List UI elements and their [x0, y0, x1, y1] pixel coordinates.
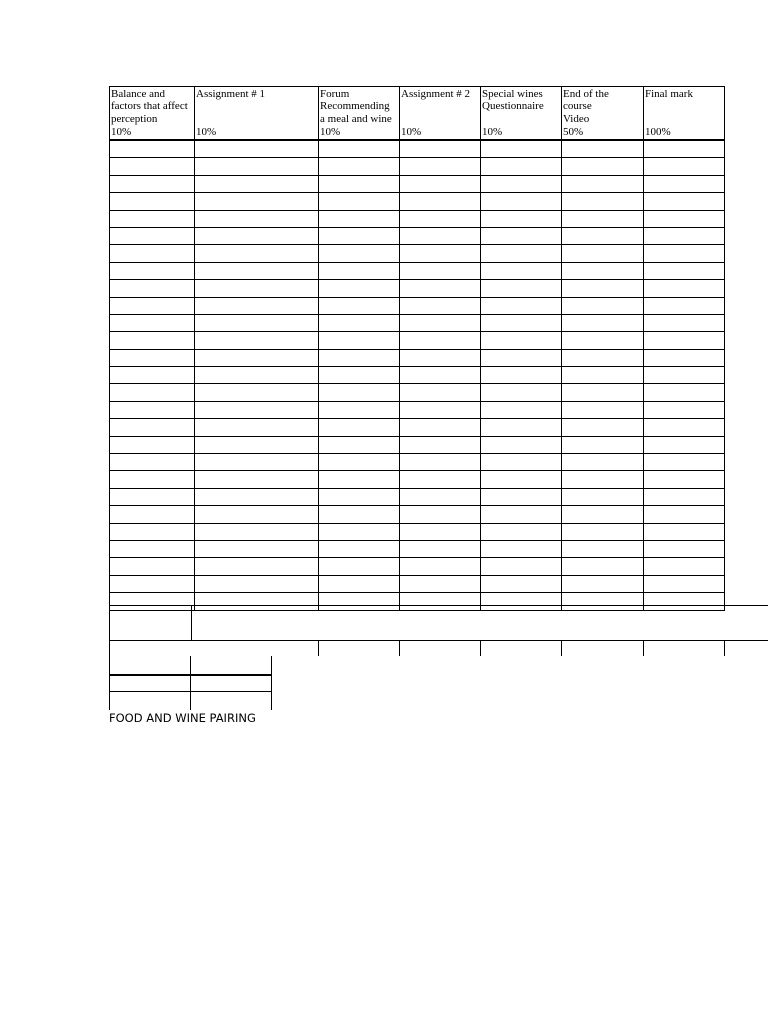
- grade-cell[interactable]: [195, 454, 319, 471]
- grade-cell[interactable]: [562, 349, 644, 366]
- grade-cell[interactable]: [644, 436, 725, 453]
- grade-cell[interactable]: [481, 558, 562, 575]
- footer-left-box: [109, 605, 192, 641]
- grade-cell[interactable]: [195, 227, 319, 244]
- grade-cell[interactable]: [110, 488, 195, 505]
- table-row: [110, 488, 725, 505]
- table-row: [110, 454, 725, 471]
- grade-cell[interactable]: [562, 227, 644, 244]
- grade-cell[interactable]: [319, 245, 400, 262]
- table-row: [110, 401, 725, 418]
- grade-cell[interactable]: [644, 227, 725, 244]
- grade-cell[interactable]: [644, 262, 725, 279]
- grade-cell[interactable]: [481, 384, 562, 401]
- grade-cell[interactable]: [110, 314, 195, 331]
- grade-cell[interactable]: [319, 540, 400, 557]
- grade-cell[interactable]: [110, 280, 195, 297]
- table-row: [110, 140, 725, 158]
- tick-mark: [399, 640, 400, 656]
- grade-cell[interactable]: [319, 314, 400, 331]
- table-row: [110, 523, 725, 540]
- grade-cell[interactable]: [319, 401, 400, 418]
- grade-cell[interactable]: [110, 401, 195, 418]
- grade-cell[interactable]: [400, 332, 481, 349]
- grade-cell[interactable]: [400, 262, 481, 279]
- grade-cell[interactable]: [319, 367, 400, 384]
- grade-cell[interactable]: [644, 158, 725, 175]
- grade-cell[interactable]: [110, 349, 195, 366]
- grade-cell[interactable]: [644, 488, 725, 505]
- grade-cell[interactable]: [319, 384, 400, 401]
- grade-cell[interactable]: [400, 488, 481, 505]
- grade-cell[interactable]: [481, 210, 562, 227]
- grade-cell[interactable]: [195, 280, 319, 297]
- grade-cell[interactable]: [644, 210, 725, 227]
- grade-cell[interactable]: [110, 158, 195, 175]
- grade-cell[interactable]: [481, 471, 562, 488]
- grade-cell[interactable]: [562, 558, 644, 575]
- grade-cell[interactable]: [481, 367, 562, 384]
- grade-cell[interactable]: [481, 454, 562, 471]
- grade-cell[interactable]: [400, 280, 481, 297]
- grade-cell[interactable]: [562, 314, 644, 331]
- grade-cell[interactable]: [644, 558, 725, 575]
- grade-table-body: [110, 140, 725, 610]
- grade-cell[interactable]: [195, 245, 319, 262]
- grade-cell[interactable]: [319, 471, 400, 488]
- table-row: [110, 471, 725, 488]
- grade-cell[interactable]: [319, 523, 400, 540]
- grade-cell[interactable]: [644, 506, 725, 523]
- grade-cell[interactable]: [481, 349, 562, 366]
- grade-cell[interactable]: [319, 575, 400, 592]
- grade-cell[interactable]: [110, 384, 195, 401]
- grade-cell[interactable]: [481, 436, 562, 453]
- grade-cell[interactable]: [481, 193, 562, 210]
- grade-cell[interactable]: [319, 436, 400, 453]
- grade-cell[interactable]: [644, 384, 725, 401]
- grade-cell[interactable]: [110, 332, 195, 349]
- grade-cell[interactable]: [562, 297, 644, 314]
- grade-cell[interactable]: [110, 419, 195, 436]
- grade-cell[interactable]: [400, 506, 481, 523]
- grade-cell[interactable]: [562, 523, 644, 540]
- grade-cell[interactable]: [400, 454, 481, 471]
- table-row: [110, 262, 725, 279]
- grade-cell[interactable]: [644, 175, 725, 192]
- tick-mark: [643, 640, 644, 656]
- grade-cell[interactable]: [400, 367, 481, 384]
- grade-cell[interactable]: [319, 262, 400, 279]
- grade-cell[interactable]: [195, 523, 319, 540]
- grade-cell[interactable]: [319, 210, 400, 227]
- table-row: [110, 227, 725, 244]
- grade-cell[interactable]: [110, 175, 195, 192]
- grade-cell[interactable]: [400, 297, 481, 314]
- grade-cell[interactable]: [644, 297, 725, 314]
- grade-cell[interactable]: [319, 140, 400, 158]
- grade-cell[interactable]: [644, 540, 725, 557]
- grade-cell[interactable]: [481, 227, 562, 244]
- grade-cell[interactable]: [481, 575, 562, 592]
- grade-cell[interactable]: [644, 419, 725, 436]
- grade-cell[interactable]: [481, 175, 562, 192]
- column-header-assignment-1: Assignment # 1 10%: [195, 87, 319, 141]
- grade-cell[interactable]: [481, 523, 562, 540]
- grade-cell[interactable]: [562, 245, 644, 262]
- grade-cell[interactable]: [400, 349, 481, 366]
- grade-cell[interactable]: [562, 193, 644, 210]
- grade-cell[interactable]: [481, 140, 562, 158]
- grade-cell[interactable]: [110, 471, 195, 488]
- grade-cell[interactable]: [195, 436, 319, 453]
- grade-cell[interactable]: [481, 280, 562, 297]
- grade-cell[interactable]: [481, 332, 562, 349]
- grade-cell[interactable]: [644, 349, 725, 366]
- grade-cell[interactable]: [644, 280, 725, 297]
- grade-cell[interactable]: [481, 297, 562, 314]
- grade-cell[interactable]: [400, 227, 481, 244]
- table-row: [110, 575, 725, 592]
- grade-cell[interactable]: [644, 523, 725, 540]
- grade-cell[interactable]: [195, 140, 319, 158]
- grade-cell[interactable]: [110, 558, 195, 575]
- tick-mark: [724, 640, 725, 656]
- grade-cell[interactable]: [644, 245, 725, 262]
- grade-cell[interactable]: [319, 488, 400, 505]
- grade-cell[interactable]: [400, 140, 481, 158]
- grade-cell[interactable]: [319, 280, 400, 297]
- grade-cell[interactable]: [110, 297, 195, 314]
- grade-cell[interactable]: [562, 175, 644, 192]
- grade-cell[interactable]: [644, 454, 725, 471]
- table-row: [110, 384, 725, 401]
- table-row: [110, 193, 725, 210]
- grade-cell[interactable]: [481, 540, 562, 557]
- table-row: [110, 175, 725, 192]
- grade-cell[interactable]: [110, 227, 195, 244]
- grade-cell[interactable]: [400, 436, 481, 453]
- grade-cell[interactable]: [110, 140, 195, 158]
- grade-cell[interactable]: [195, 540, 319, 557]
- column-header-end-of-course-video: End of the course Video 50%: [562, 87, 644, 141]
- grade-cell[interactable]: [400, 419, 481, 436]
- grade-cell[interactable]: [562, 367, 644, 384]
- grade-cell[interactable]: [562, 210, 644, 227]
- grade-cell[interactable]: [110, 245, 195, 262]
- grade-cell[interactable]: [562, 332, 644, 349]
- grade-cell[interactable]: [562, 140, 644, 158]
- tick-mark: [480, 640, 481, 656]
- column-header-forum: Forum Recommending a meal and wine 10%: [319, 87, 400, 141]
- table-row: [110, 245, 725, 262]
- table-row: [110, 314, 725, 331]
- grade-cell[interactable]: [110, 210, 195, 227]
- grade-cell[interactable]: [110, 506, 195, 523]
- grade-cell[interactable]: [195, 314, 319, 331]
- grade-cell[interactable]: [319, 297, 400, 314]
- grade-cell[interactable]: [319, 175, 400, 192]
- grade-cell[interactable]: [110, 575, 195, 592]
- column-header-balance: Balance and factors that affect perception 10%: [110, 87, 195, 141]
- table-row: [110, 210, 725, 227]
- grade-cell[interactable]: [562, 488, 644, 505]
- grade-cell[interactable]: [400, 175, 481, 192]
- grade-cell[interactable]: [644, 140, 725, 158]
- table-row: [110, 297, 725, 314]
- grade-cell[interactable]: [644, 471, 725, 488]
- grade-cell[interactable]: [562, 401, 644, 418]
- grade-cell[interactable]: [562, 471, 644, 488]
- grade-cell[interactable]: [644, 193, 725, 210]
- grade-cell[interactable]: [400, 540, 481, 557]
- grade-cell[interactable]: [110, 540, 195, 557]
- grade-cell[interactable]: [319, 558, 400, 575]
- column-header-final-mark: Final mark 100%: [644, 87, 725, 141]
- fragment-line: [271, 656, 272, 710]
- grade-cell[interactable]: [195, 471, 319, 488]
- table-row: [110, 436, 725, 453]
- grade-cell[interactable]: [400, 471, 481, 488]
- footer-wide-box: [191, 605, 768, 641]
- grade-cell[interactable]: [644, 367, 725, 384]
- grade-cell[interactable]: [562, 158, 644, 175]
- grade-cell[interactable]: [195, 558, 319, 575]
- column-header-special-wines: Special wines Questionnaire 10%: [481, 87, 562, 141]
- grade-cell[interactable]: [195, 262, 319, 279]
- table-row: [110, 367, 725, 384]
- table-row: [110, 349, 725, 366]
- column-header-assignment-2: Assignment # 2 10%: [400, 87, 481, 141]
- grade-cell[interactable]: [562, 506, 644, 523]
- grade-cell[interactable]: [110, 523, 195, 540]
- grade-cell[interactable]: [195, 210, 319, 227]
- grade-cell[interactable]: [110, 367, 195, 384]
- grade-cell[interactable]: [644, 575, 725, 592]
- fragment-line: [109, 691, 272, 692]
- table-row: [110, 540, 725, 557]
- grade-cell[interactable]: [195, 332, 319, 349]
- fragment-line: [109, 674, 272, 676]
- grade-cell[interactable]: [110, 436, 195, 453]
- table-row: [110, 558, 725, 575]
- grade-cell[interactable]: [319, 506, 400, 523]
- grade-cell[interactable]: [195, 193, 319, 210]
- grade-cell[interactable]: [481, 401, 562, 418]
- grade-cell[interactable]: [110, 454, 195, 471]
- tick-mark: [318, 640, 319, 656]
- grade-cell[interactable]: [195, 419, 319, 436]
- grade-cell[interactable]: [481, 314, 562, 331]
- grade-cell[interactable]: [195, 488, 319, 505]
- grade-cell[interactable]: [400, 558, 481, 575]
- grade-cell[interactable]: [481, 419, 562, 436]
- grade-cell[interactable]: [562, 280, 644, 297]
- table-row: [110, 158, 725, 175]
- grade-cell[interactable]: [110, 262, 195, 279]
- grade-cell[interactable]: [562, 262, 644, 279]
- grade-cell[interactable]: [400, 314, 481, 331]
- grade-cell[interactable]: [319, 332, 400, 349]
- grade-cell[interactable]: [481, 262, 562, 279]
- table-row: [110, 332, 725, 349]
- grade-cell[interactable]: [195, 158, 319, 175]
- grade-cell[interactable]: [400, 210, 481, 227]
- grade-cell[interactable]: [319, 454, 400, 471]
- grade-cell[interactable]: [195, 297, 319, 314]
- grade-cell[interactable]: [400, 523, 481, 540]
- grade-cell[interactable]: [319, 193, 400, 210]
- grade-cell[interactable]: [400, 575, 481, 592]
- grade-cell[interactable]: [400, 384, 481, 401]
- grade-cell[interactable]: [195, 401, 319, 418]
- grade-cell[interactable]: [481, 488, 562, 505]
- grade-cell[interactable]: [319, 349, 400, 366]
- grade-cell[interactable]: [481, 506, 562, 523]
- table-row: [110, 506, 725, 523]
- grade-cell[interactable]: [644, 332, 725, 349]
- grade-cell[interactable]: [195, 349, 319, 366]
- grade-cell[interactable]: [562, 436, 644, 453]
- grade-cell[interactable]: [562, 454, 644, 471]
- grade-cell[interactable]: [400, 193, 481, 210]
- grade-cell[interactable]: [481, 245, 562, 262]
- grade-cell[interactable]: [562, 575, 644, 592]
- tick-mark: [561, 640, 562, 656]
- grade-table: [109, 86, 725, 611]
- grade-cell[interactable]: [481, 158, 562, 175]
- grade-cell[interactable]: [319, 158, 400, 175]
- header-row: [110, 87, 725, 141]
- grade-cell[interactable]: [319, 227, 400, 244]
- grade-cell[interactable]: [644, 314, 725, 331]
- grade-cell[interactable]: [195, 506, 319, 523]
- fragment-line: [190, 656, 191, 710]
- grade-cell[interactable]: [319, 419, 400, 436]
- grade-cell[interactable]: [195, 575, 319, 592]
- grade-cell[interactable]: [195, 384, 319, 401]
- table-row: [110, 280, 725, 297]
- grade-cell[interactable]: [644, 401, 725, 418]
- grade-cell[interactable]: [562, 419, 644, 436]
- grade-cell[interactable]: [400, 401, 481, 418]
- table-row: [110, 419, 725, 436]
- grade-cell[interactable]: [562, 540, 644, 557]
- grade-cell[interactable]: [195, 367, 319, 384]
- grade-cell[interactable]: [195, 175, 319, 192]
- grade-cell[interactable]: [110, 193, 195, 210]
- grade-cell[interactable]: [562, 384, 644, 401]
- grade-cell[interactable]: [400, 245, 481, 262]
- document-title: FOOD AND WINE PAIRING: [109, 711, 256, 725]
- grade-cell[interactable]: [400, 158, 481, 175]
